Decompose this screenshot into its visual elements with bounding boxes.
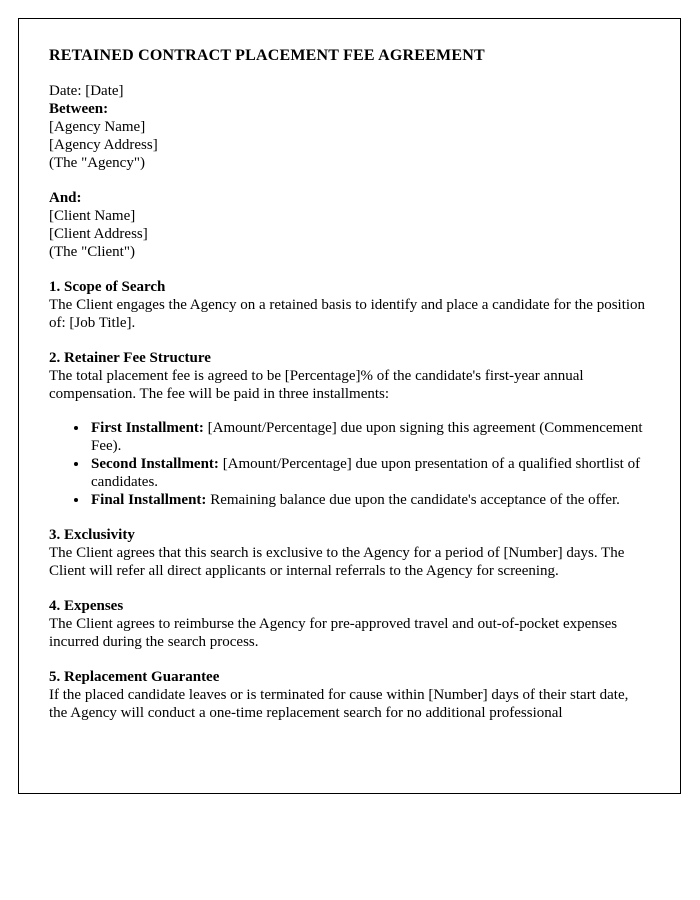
client-address-block bbox=[49, 207, 650, 261]
installment-text: Remaining balance due upon the candidate's acceptance of the offer. bbox=[210, 492, 620, 508]
list-item bbox=[89, 491, 650, 509]
client-designation-line: (The "Client") bbox=[49, 244, 135, 260]
section-body: The Client agrees that this search is exclusive to the Agency for a period of [Number] days. The Client will refer all direct applicants or internal referrals to the Agency for screening. bbox=[49, 545, 625, 579]
section-heading: 1. Scope of Search bbox=[49, 279, 166, 295]
installment-label: First Installment: bbox=[91, 420, 204, 436]
section-retainer-fee-structure bbox=[49, 349, 650, 509]
section-heading: 3. Exclusivity bbox=[49, 527, 135, 543]
section-heading: 2. Retainer Fee Structure bbox=[49, 350, 211, 366]
and-label: And: bbox=[49, 190, 82, 206]
section-heading: 4. Expenses bbox=[49, 598, 124, 614]
section-exclusivity bbox=[49, 526, 650, 580]
section-body: If the placed candidate leaves or is terminated for cause within [Number] days of their start date, the Agency will conduct a one-time replacement search for no additional professional bbox=[49, 687, 629, 721]
client-address-line: [Client Address] bbox=[49, 226, 148, 242]
between-label: Between: bbox=[49, 101, 109, 117]
section-body: The Client agrees to reimburse the Agency for pre-approved travel and out-of-pocket expenses incurred during the search process. bbox=[49, 616, 618, 650]
section-heading: 5. Replacement Guarantee bbox=[49, 669, 220, 685]
list-item bbox=[89, 419, 650, 455]
agency-designation-line: (The "Agency") bbox=[49, 155, 145, 171]
client-name-line: [Client Name] bbox=[49, 208, 136, 224]
installment-text: [Amount/Percentage] due upon presentation of a qualified shortlist of candidates. bbox=[91, 456, 641, 490]
section-expenses bbox=[49, 597, 650, 651]
section-body: The Client engages the Agency on a retained basis to identify and place a candidate for the position of: [Job Title]. bbox=[49, 297, 646, 331]
section-body: The total placement fee is agreed to be [Percentage]% of the candidate's first-year annual compensation. The fee will be paid in three installments: bbox=[49, 368, 584, 402]
section-scope-of-search bbox=[49, 278, 650, 332]
agency-address-line: [Agency Address] bbox=[49, 137, 158, 153]
installments-list bbox=[49, 419, 650, 509]
list-item bbox=[89, 455, 650, 491]
document-border bbox=[18, 18, 681, 794]
document-title: RETAINED CONTRACT PLACEMENT FEE AGREEMENT bbox=[49, 47, 485, 64]
agency-name-line: [Agency Name] bbox=[49, 119, 146, 135]
date-line: Date: [Date] bbox=[49, 83, 124, 99]
installment-text: [Amount/Percentage] due upon signing this agreement (Commencement Fee). bbox=[91, 420, 643, 454]
section-replacement-guarantee bbox=[49, 668, 650, 722]
installment-label: Final Installment: bbox=[91, 492, 207, 508]
installment-label: Second Installment: bbox=[91, 456, 219, 472]
agency-address-block bbox=[49, 118, 650, 172]
